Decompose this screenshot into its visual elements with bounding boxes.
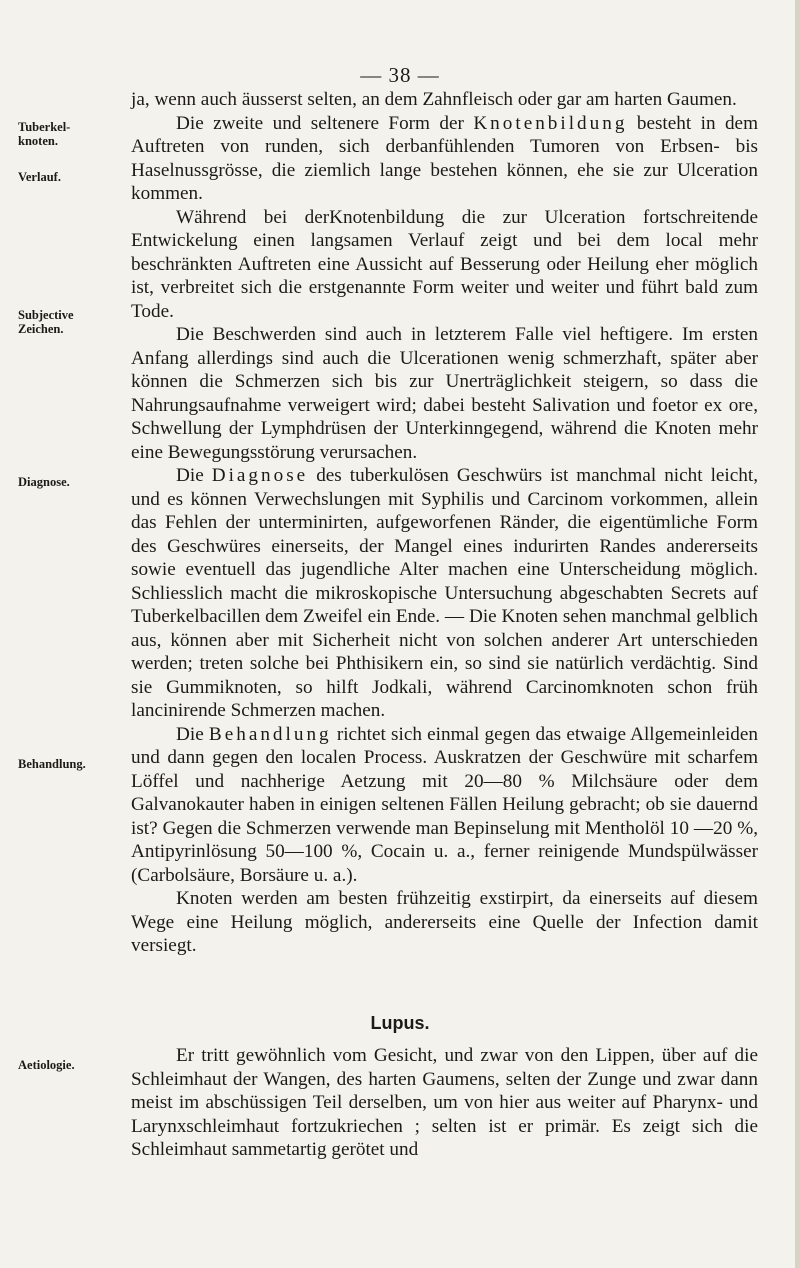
section-heading-lupus: Lupus.: [370, 1013, 430, 1033]
paragraph-subjective-zeichen: Die Beschwerden sind auch in letzterem Falle viel heftigere. Im ersten Anfang allerdings sind auch die Ulcerationen wenig schmerzhaft, später aber können die Schmerzen sich bis zur Unerträglichkeit steigern, so dass die Nahrungsaufnahme verweigert wird; dabei besteht Salivation und foetor ex ore, Schwellung der Lymphdrüsen der Unterkinngegend, während die Knoten mehr eine Bewegungsstörung verursachen.: [131, 324, 758, 463]
paragraph-harten-gaumen: ja, wenn auch äusserst selten, an dem Zahnfleisch oder gar am harten Gaumen.: [131, 89, 737, 110]
paragraph-lupus: Er tritt gewöhnlich vom Gesicht, und zwar von den Lippen, über auf die Schleimhaut der Wangen, des harten Gaumens, selten der Zunge und zwar dann meist im abschüssigen Teil derselben, um von hier aus weiter auf Pharynx- und Larynxschleimhaut fortzukriechen ; selten ist er primär. Es zeigt sich die Schleimhaut sammetartig gerötet und: [131, 1045, 758, 1160]
page-edge: [795, 0, 800, 1268]
text-run: Die zweite und seltenere Form der: [176, 112, 474, 134]
main-text: [131, 88, 758, 958]
margin-note-diagnose: Diagnose.: [18, 475, 70, 489]
text-run: Die: [176, 723, 209, 745]
margin-note-subjective-zeichen: Subjective Zeichen.: [18, 308, 74, 336]
paragraph-behandlung: [131, 723, 758, 888]
paragraph-knotenbildung: [131, 112, 758, 206]
text-run: Die: [176, 465, 212, 486]
emphasis-knotenbildung: Knotenbildung: [473, 112, 628, 134]
paragraph-verlauf: Während bei derKnotenbildung die zur Ulceration fortschreitende Entwickelung einen langsamen Verlauf zeigt und bei dem local mehr beschränkten Auftreten eine Aussicht auf Besserung oder Heilung eher möglich ist, verbreitet sich die erstgenannte Form weiter und weiter und führt bald zum Tode.: [131, 206, 758, 322]
text-run: des tuberkulösen Geschwürs ist manchmal nicht leicht, und es können Verwechslungen mit Syphilis und Carcinom vorkommen, allein das Fehlen der unterminirten, aufgeworfenen Ränder, die eigentümliche Form des Geschwüres einerseits, der Mangel eines indurirten Randes andererseits sowie eventuell das jugendliche Alter machen eine Unterscheidung möglich. Schliesslich macht die mikroskopische Untersuchung abgeschabten Secrets auf Tuberkelbacillen dem Zweifel ein Ende. — Die Knoten sehen manchmal gelblich aus, können aber mit Sicherheit nicht von solchen anderer Art unterschieden werden; treten solche bei Phthisikern ein, so sind sie natürlich verdächtig. Sind sie Gummiknoten, so hilft Jodkali, während Carcinomknoten schon früh lancinirende Schmerzen machen.: [131, 465, 758, 721]
emphasis-behandlung: Behandlung: [208, 723, 332, 745]
margin-note-aetiologie: Aetiologie.: [18, 1058, 75, 1072]
margin-note-behandlung: Behandlung.: [18, 757, 86, 771]
page-number: — 38 —: [360, 63, 440, 87]
margin-note-tuberkelknoten: Tuberkel- knoten.: [18, 120, 71, 148]
lupus-text: [131, 1044, 758, 1162]
text-run: richtet sich einmal gegen das etwaige Allgemeinleiden und dann gegen den localen Process. Auskratzen der Geschwüre mit scharfem Löffel und nachherige Aetzung mit 20—80 % Milchsäure oder dem Galvanokauter haben in einigen seltenen Fällen Heilung gebracht; ob sie dauernd ist? Gegen die Schmerzen verwende man Bepinselung mit Mentholöl 10 —20 %, Antipyrinlösung 50—100 %, Cocain u. a., ferner reinigende Mundspülwässer (Carbolsäure, Borsäure u. a.).: [131, 723, 758, 886]
margin-note-verlauf: Verlauf.: [18, 170, 61, 184]
paragraph-knoten-exstirpirt: Knoten werden am besten frühzeitig exstirpirt, da einerseits auf diesem Wege eine Heilung möglich, andererseits eine Quelle der Infection damit versiegt.: [131, 888, 758, 956]
paragraph-diagnose: [131, 464, 758, 723]
emphasis-diagnose: Diagnose: [211, 465, 309, 486]
text-run: besteht in dem Auftreten von runden, sich derbanfühlenden Tumoren von Erbsen- bis Haselnussgrösse, die ziemlich lange bestehen können, ehe sie zur Ulceration kommen.: [131, 112, 758, 204]
